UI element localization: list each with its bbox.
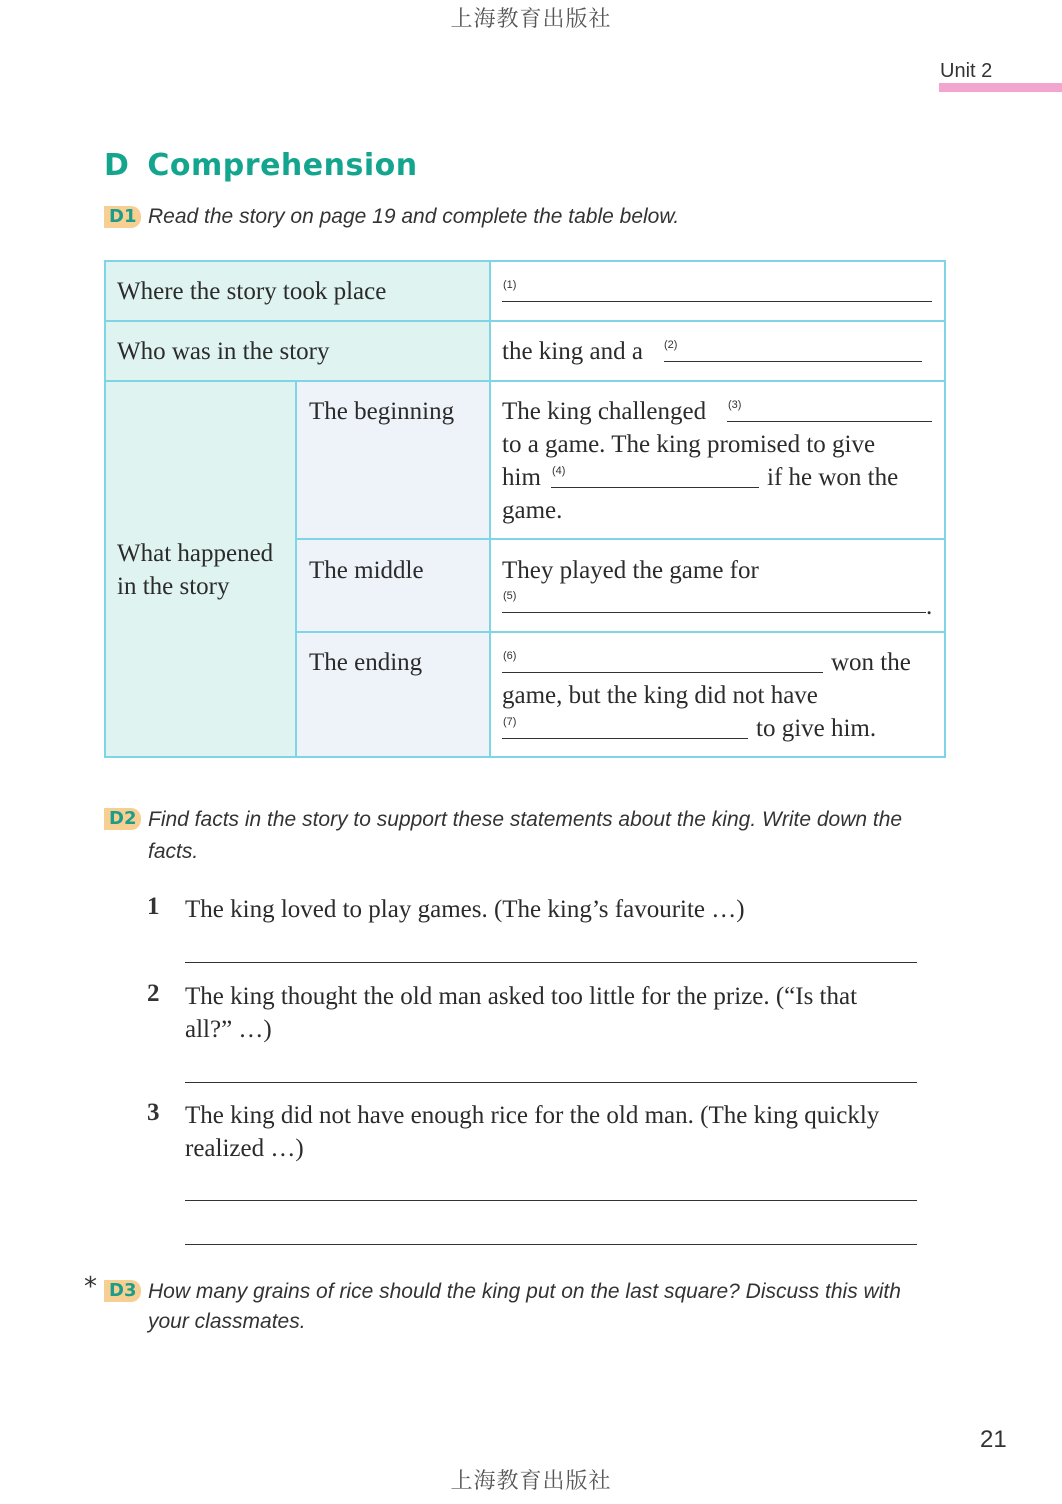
table-divider — [104, 380, 946, 382]
section-heading — [104, 148, 418, 183]
question-number-2: 2 — [147, 980, 160, 1007]
d1-badge: D1 — [104, 206, 141, 228]
unit-color-bar — [939, 83, 1062, 92]
table-border-top — [104, 260, 946, 262]
section-letter: D — [104, 148, 130, 183]
answer-blank-6[interactable] — [502, 672, 823, 673]
blank-mark-1: (1) — [503, 279, 517, 291]
blank-mark-5: (5) — [503, 590, 517, 602]
answer-line-q2[interactable] — [185, 1082, 917, 1083]
answer-blank-2[interactable] — [664, 361, 922, 362]
ending-text-line1: won the — [831, 649, 911, 676]
blank-mark-3: (3) — [728, 399, 742, 411]
table-divider — [296, 631, 946, 633]
section-title: Comprehension — [147, 148, 418, 183]
question-3-text-line1: The king did not have enough rice for the old man. (The king quickly — [185, 1102, 880, 1129]
row-label-what-happened-line2: in the story — [117, 573, 230, 600]
d2-badge: D2 — [104, 808, 141, 830]
answer-blank-4[interactable] — [551, 487, 759, 488]
question-2-text-line2: all?” …) — [185, 1016, 272, 1043]
beginning-text-line3-start: him — [502, 464, 541, 491]
table-divider — [296, 538, 946, 540]
ending-text-line3: to give him. — [756, 715, 877, 742]
answer-blank-1[interactable] — [502, 301, 932, 302]
challenge-star-icon: * — [84, 1272, 97, 1302]
publisher-header: 上海教育出版社 — [450, 7, 612, 32]
beginning-text-line4: game. — [502, 497, 563, 524]
answer-line-q3-1[interactable] — [185, 1200, 917, 1201]
question-number-1: 1 — [147, 893, 160, 920]
publisher-footer: 上海教育出版社 — [450, 1469, 612, 1494]
question-1-text: The king loved to play games. (The king’s favourite …) — [185, 896, 745, 923]
question-3-text-line2: realized …) — [185, 1135, 304, 1162]
sublabel-beginning: The beginning — [309, 398, 455, 425]
table-border-left — [104, 260, 106, 758]
sublabel-ending: The ending — [309, 649, 423, 676]
answer-blank-7[interactable] — [502, 738, 748, 739]
table-border-right — [944, 260, 946, 758]
question-number-3: 3 — [147, 1099, 160, 1126]
blank-mark-2: (2) — [664, 339, 678, 351]
table-divider — [104, 320, 946, 322]
blank-mark-7: (7) — [503, 716, 517, 728]
answer-blank-5[interactable] — [502, 612, 926, 613]
answer-blank-3[interactable] — [727, 421, 932, 422]
beginning-text-line2: to a game. The king promised to give — [502, 431, 876, 458]
row-label-what-happened-line1: What happened — [117, 540, 274, 567]
d1-instruction: Read the story on page 19 and complete the table below. — [148, 205, 680, 228]
middle-text-line1: They played the game for — [502, 557, 759, 584]
page-number: 21 — [980, 1426, 1007, 1453]
d3-instruction-line2: your classmates. — [148, 1310, 306, 1333]
row-label-characters: Who was in the story — [117, 338, 330, 365]
blank-mark-6: (6) — [503, 650, 517, 662]
beginning-text-line1: The king challenged — [502, 398, 707, 425]
table-divider — [489, 260, 491, 758]
row-value-characters: the king and a — [502, 338, 643, 365]
d2-instruction-line1: Find facts in the story to support these statements about the king. Write down the — [148, 808, 903, 831]
d3-instruction-line1: How many grains of rice should the king put on the last square? Discuss this with — [148, 1280, 901, 1303]
answer-line-q3-2[interactable] — [185, 1244, 917, 1245]
table-divider — [295, 380, 297, 758]
sublabel-middle: The middle — [309, 557, 424, 584]
table-border-bottom — [104, 756, 946, 758]
answer-line-q1[interactable] — [185, 962, 917, 963]
d3-badge: D3 — [104, 1280, 141, 1302]
unit-label: Unit 2 — [940, 60, 993, 82]
d2-instruction-line2: facts. — [148, 840, 199, 863]
ending-text-line2: game, but the king did not have — [502, 682, 818, 709]
blank-mark-4: (4) — [552, 465, 566, 477]
row-label-place: Where the story took place — [117, 278, 387, 305]
question-2-text-line1: The king thought the old man asked too little for the prize. (“Is that — [185, 983, 858, 1010]
beginning-text-line3-end: if he won the — [767, 464, 899, 491]
middle-period: . — [926, 593, 933, 620]
